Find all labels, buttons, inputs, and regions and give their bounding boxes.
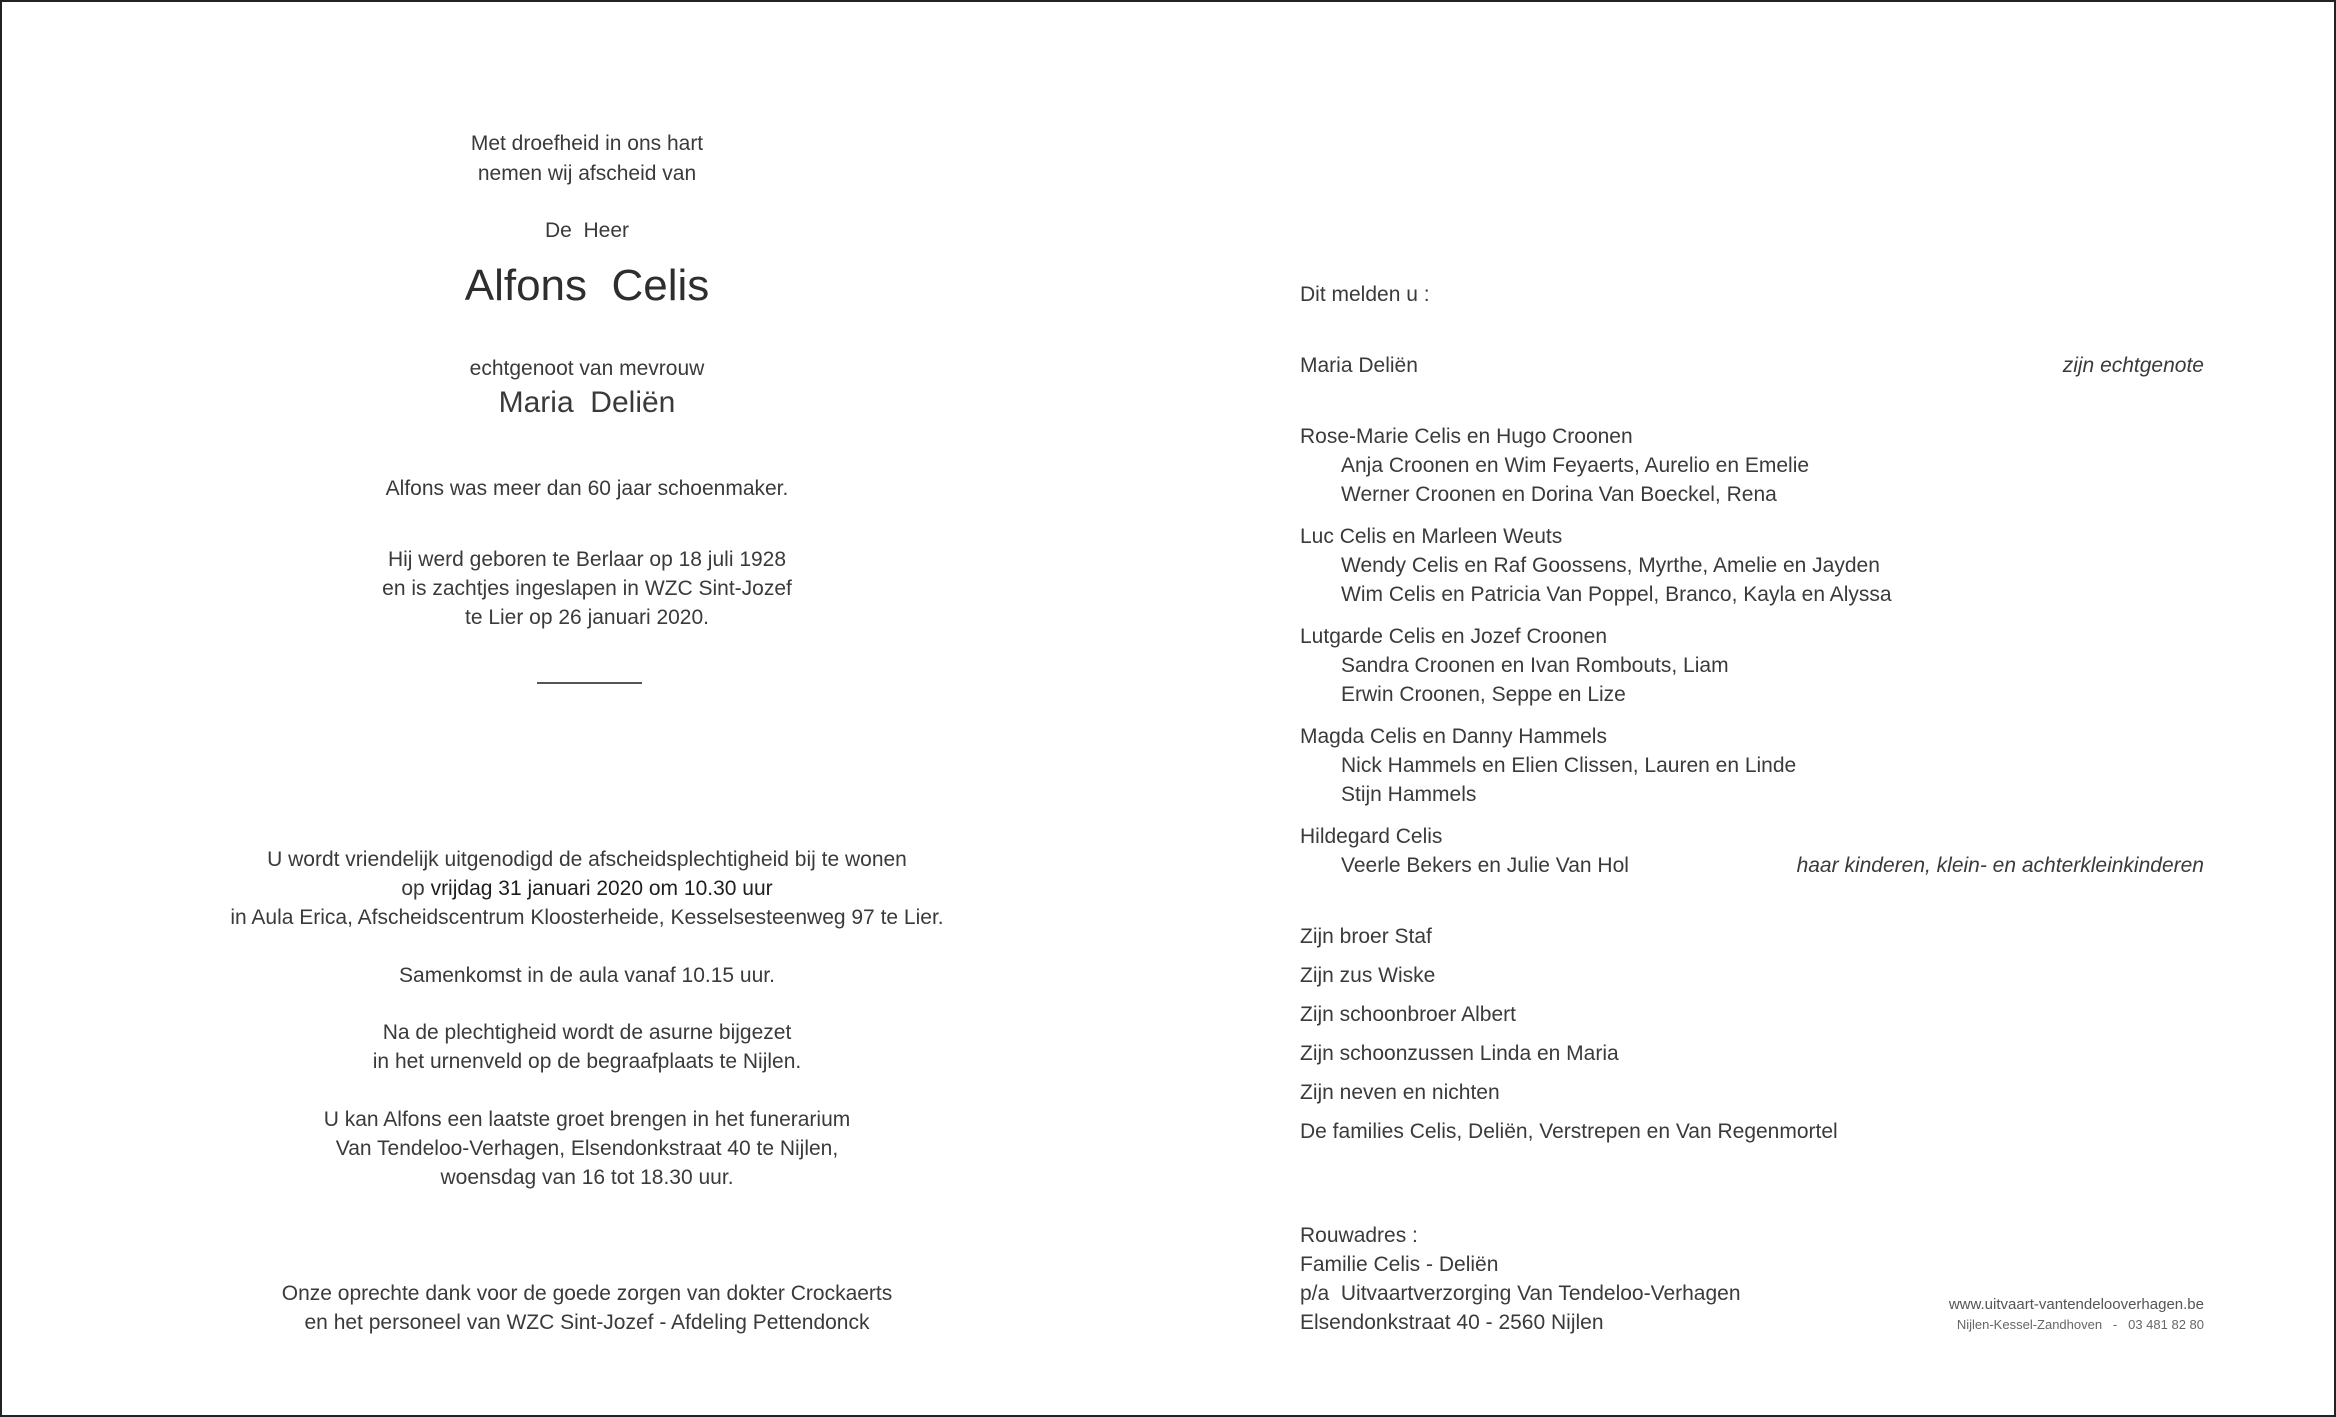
gathering-text: Samenkomst in de aula vanaf 10.15 uur.	[399, 964, 775, 987]
family-child: Werner Croonen en Dorina Van Boeckel, Rena	[1341, 483, 1777, 506]
family-child: Wendy Celis en Raf Goossens, Myrthe, Amelie en Jayden	[1341, 554, 1880, 577]
visit-line-2: Van Tendeloo-Verhagen, Elsendonkstraat 40 te Nijlen,	[335, 1137, 839, 1160]
spouse-role: zijn echtgenote	[2062, 354, 2204, 377]
spouse-name: Maria Deliën	[498, 386, 676, 419]
family-parents: Lutgarde Celis en Jozef Croonen	[1300, 625, 1608, 648]
family-child: Wim Celis en Patricia Van Poppel, Branco, Kayla en Alyssa	[1341, 583, 1892, 606]
family-child: Sandra Croonen en Ivan Rombouts, Liam	[1341, 654, 1729, 677]
urn-line-1: Na de plechtigheid wordt de asurne bijgezet	[382, 1021, 792, 1044]
left-column	[2, 2, 1172, 1415]
address-line-2: p/a Uitvaartverzorging Van Tendeloo-Verhagen	[1300, 1282, 1741, 1305]
family-parents: Hildegard Celis	[1300, 825, 1443, 848]
family-parents: Magda Celis en Danny Hammels	[1300, 725, 1607, 748]
invite-line-1: U wordt vriendelijk uitgenodigd de afscheidsplechtigheid bij te wonen	[267, 848, 907, 871]
invite-line-2	[2, 874, 1172, 903]
ceremony-datetime: vrijdag 31 januari 2020 om 10.30 uur	[430, 877, 773, 900]
honorific: De Heer	[544, 219, 630, 242]
relative-entry: Zijn schoonbroer Albert	[1300, 1003, 1516, 1026]
funeral-contact: Nijlen-Kessel-Zandhoven - 03 481 82 80	[1956, 1317, 2204, 1332]
address-line-3: Elsendonkstraat 40 - 2560 Nijlen	[1300, 1311, 1604, 1334]
family-child: Anja Croonen en Wim Feyaerts, Aurelio en Emelie	[1341, 454, 1810, 477]
birth-line-1: Hij werd geboren te Berlaar op 18 juli 1928	[387, 548, 787, 571]
relative-entry: De families Celis, Deliën, Verstrepen en Van Regenmortel	[1300, 1120, 1838, 1143]
relative-entry: Zijn broer Staf	[1300, 925, 1432, 948]
visit-line-1: U kan Alfons een laatste groet brengen in het funerarium	[323, 1108, 851, 1131]
divider-line	[537, 682, 642, 684]
thanks-line-1: Onze oprechte dank voor de goede zorgen van dokter Crockaerts	[281, 1282, 893, 1305]
birth-line-3: te Lier op 26 januari 2020.	[464, 606, 709, 629]
urn-line-2: in het urnenveld op de begraafplaats te Nijlen.	[372, 1050, 802, 1073]
opening-line-2: nemen wij afscheid van	[477, 162, 697, 185]
invite-line-3: in Aula Erica, Afscheidscentrum Kloosterheide, Kesselsesteenweg 97 te Lier.	[230, 906, 944, 929]
visit-line-3: woensdag van 16 tot 18.30 uur.	[440, 1166, 734, 1189]
address-label: Rouwadres :	[1300, 1224, 1418, 1247]
children-role: haar kinderen, klein- en achterkleinkinderen	[1796, 854, 2204, 877]
address-line-1: Familie Celis - Deliën	[1300, 1253, 1499, 1276]
spouse-intro: echtgenoot van mevrouw	[469, 357, 705, 380]
deceased-name: Alfons Celis	[464, 261, 710, 310]
funeral-website: www.uitvaart-vantendelooverhagen.be	[1948, 1296, 2204, 1313]
family-child: Nick Hammels en Elien Clissen, Lauren en Linde	[1341, 754, 1797, 777]
family-parents: Rose-Marie Celis en Hugo Croonen	[1300, 425, 1633, 448]
family-parents: Luc Celis en Marleen Weuts	[1300, 525, 1563, 548]
bio-text: Alfons was meer dan 60 jaar schoenmaker.	[385, 477, 789, 500]
family-child: Stijn Hammels	[1341, 783, 1477, 806]
relative-entry: Zijn neven en nichten	[1300, 1081, 1500, 1104]
relative-entry: Zijn zus Wiske	[1300, 964, 1436, 987]
opening-line-1: Met droefheid in ons hart	[470, 132, 704, 155]
spouse-entry: Maria Deliën	[1300, 354, 1418, 377]
invite-line-2-prefix: op	[401, 877, 431, 900]
relative-entry: Zijn schoonzussen Linda en Maria	[1300, 1042, 1619, 1065]
announce-text: Dit melden u :	[1300, 283, 1430, 306]
birth-line-2: en is zachtjes ingeslapen in WZC Sint-Jozef	[382, 577, 792, 600]
thanks-line-2: en het personeel van WZC Sint-Jozef - Afdeling Pettendonck	[304, 1311, 870, 1334]
family-child: Erwin Croonen, Seppe en Lize	[1341, 683, 1626, 706]
family-child: Veerle Bekers en Julie Van Hol	[1341, 854, 1629, 877]
